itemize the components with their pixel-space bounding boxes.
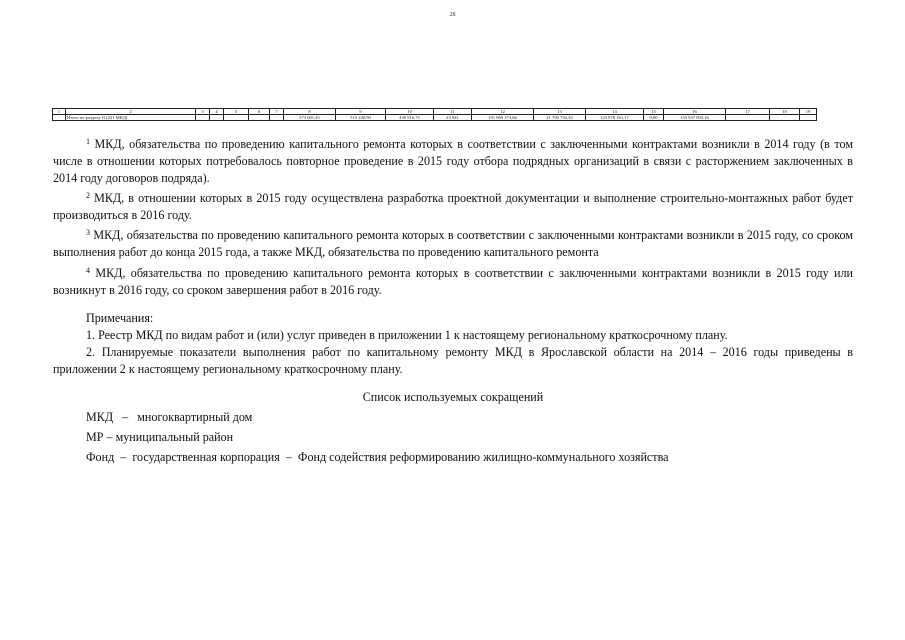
table-header-cell: 3 <box>196 109 210 115</box>
footnote-mark: 4 <box>86 266 90 275</box>
note-item-1: 1. Реестр МКД по видам работ и (или) услуг приведен в приложении 1 к настоящему региональному краткосрочному плану. <box>86 328 728 342</box>
table-header-cell: 17 <box>726 109 770 115</box>
footnote-mark: 3 <box>86 228 90 237</box>
table-cell: 573 601,45 <box>284 115 336 121</box>
summary-table <box>52 108 817 121</box>
footnote-3 <box>53 227 853 261</box>
table-header-cell: 5 <box>224 109 249 115</box>
abbreviations-title: Список используемых сокращений <box>362 390 544 404</box>
table-cell <box>53 115 66 121</box>
table-total-row <box>53 115 817 121</box>
footnote-mark: 1 <box>86 137 90 146</box>
page-number: 28 <box>449 12 456 18</box>
footnote-text: МКД, обязательства по проведению капитального ремонта которых в соответствии с заключенными контрактами возникли в 2014 году (в том числе в отношении которых потребовалось повторное проведение в 2015 году отбора подрядных организаций в связи с расторжением заключенных в 2014 году договоров подряда). <box>53 137 853 185</box>
table-header-cell: 15 <box>644 109 664 115</box>
table-header-cell: 19 <box>800 109 817 115</box>
notes-heading: Примечания: <box>86 311 154 325</box>
table-cell: 123 878 161,17 <box>586 115 644 121</box>
abbreviation-item: Фонд – государственная корпорация – Фонд содействия реформированию жилищно-коммунального хозяйства <box>86 450 669 464</box>
table-header-cell: 12 <box>472 109 534 115</box>
table-header-cell: 9 <box>336 109 386 115</box>
table-cell: 191 069 373,66 <box>472 115 534 121</box>
table-cell: 510 240,90 <box>336 115 386 121</box>
table-cell <box>196 115 210 121</box>
footnote-text: МКД, обязательства по проведению капитального ремонта которых в соответствии с заключенными контрактами возникли в 2015 году, со сроком выполнения работ до конца 2015 года, а также МКД, обязательства по проведению капитального ремонта <box>53 228 853 259</box>
table-header-cell: 18 <box>770 109 800 115</box>
table-cell <box>270 115 284 121</box>
notes-block <box>53 136 853 466</box>
note-item-2: 2. Планируемые показатели выполнения работ по капитальному ремонту МКД в Ярославской области на 2014 – 2016 годы приведены в приложении 2 к настоящему региональному краткосрочному плану. <box>53 345 853 376</box>
table-cell <box>726 115 770 121</box>
table-cell: 155 937 892,16 <box>664 115 726 121</box>
footnote-4 <box>53 265 853 299</box>
table-header-cell: 2 <box>66 109 196 115</box>
table-cell: 430 916,75 <box>386 115 434 121</box>
table-cell <box>800 115 817 121</box>
table-header-cell: 6 <box>249 109 270 115</box>
table-cell <box>249 115 270 121</box>
footnote-text: МКД, в отношении которых в 2015 году осуществлена разработка проектной документации и выполнение строительно-монтажных работ будет производиться в 2016 году. <box>53 191 853 222</box>
table-header-cell: 10 <box>386 109 434 115</box>
table-header-cell: 11 <box>434 109 472 115</box>
table-cell <box>224 115 249 121</box>
footnote-1 <box>53 136 853 187</box>
table-header-cell: 16 <box>664 109 726 115</box>
abbreviation-item: МР – муниципальный район <box>86 430 234 444</box>
table-header-cell: 14 <box>586 109 644 115</box>
footnote-text: МКД, обязательства по проведению капитального ремонта которых в соответствии с заключенными контрактами возникли в 2015 году или возникнут в 2016 году, со сроком завершения работ в 2016 году. <box>53 266 853 297</box>
table-cell <box>210 115 224 121</box>
abbreviation-item: МКД – многоквартирный дом <box>86 410 253 424</box>
table-header-cell: 8 <box>284 109 336 115</box>
table-cell: 23 941 <box>434 115 472 121</box>
footnote-mark: 2 <box>86 191 90 200</box>
table-header-cell: 1 <box>53 109 66 115</box>
table-cell-total-label: Итого по разделу II (221 МКД) <box>66 115 196 121</box>
table-cell: 0,00 <box>644 115 664 121</box>
table-cell: 21 790 732,33 <box>534 115 586 121</box>
table-header-cell: 13 <box>534 109 586 115</box>
table-header-cell: 7 <box>270 109 284 115</box>
table-header-cell: 4 <box>210 109 224 115</box>
footnote-2 <box>53 190 853 224</box>
table-cell <box>770 115 800 121</box>
